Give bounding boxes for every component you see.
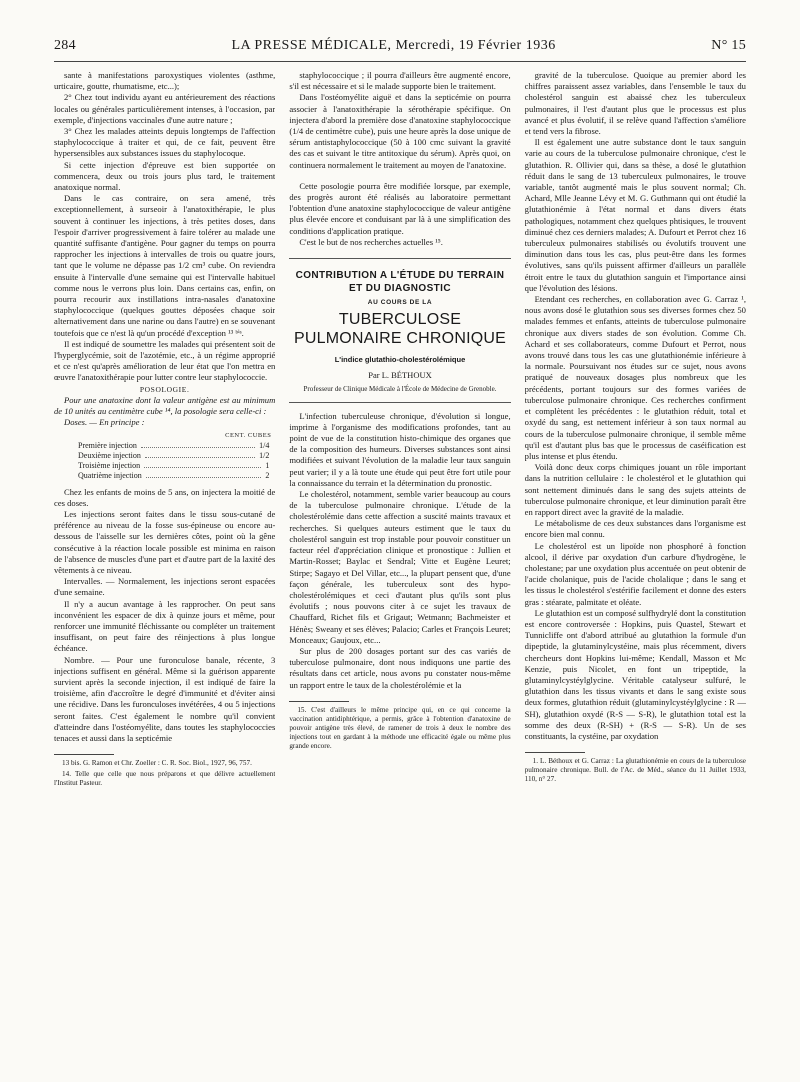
dose-table-header: CENT. CUBES <box>225 431 272 439</box>
dose-name: Quatrième injection <box>78 470 142 480</box>
paragraph: Etendant ces recherches, en collaboration avec G. Carraz ¹, nous avons dosé le glutathion sous ses diverses formes chez 50 malades femmes et enfants, atteints de tuberculose pulmonaire chronique aux divers stades de son évolution. Comme Ch. Achard et ses collaborateurs, comme Dufourt et Perrot, nous avons trouvé dans tous les cas une glutathionémie inférieure à la normale. Poursuivant nos études sur ce sujet, nous avons pratiqué de nouveaux dosages plus nombreux que les précédents, portant toujours sur des formes variées de tuberculose pulmonaire chronique. Ces recherches confirment et complètent les précédentes : le glutathion réduit, total et oxydé du sang, est nettement inférieur à son taux normal au cours de la tuberculose pulmonaire chronique, il semble même qu'il est d'autant plus bas que le processus de caséification est plus intense et plus étendu. <box>524 294 746 461</box>
footnote: 14. Telle que celle que nous préparons et que délivre actuellement l'Institut Pasteur. <box>54 770 276 788</box>
dose-value: 2 <box>265 470 270 480</box>
paragraph: Il est indiqué de soumettre les malades qui présentent soit de l'hyperglycémie, soit de l'azotémie, etc., à un régime approprié et ce n'est qu'après amélioration de leur état que l'on mettra en œuvre l'anatoxithérapie pour lutter contre leur staphylococcie. <box>54 338 276 383</box>
article-kicker: CONTRIBUTION A L'ÉTUDE DU TERRAIN ET DU DIAGNOSTIC <box>295 270 505 295</box>
running-head <box>54 38 746 62</box>
issue-date: Mercredi, 19 Février 1936 <box>395 38 556 53</box>
paragraph: Le cholestérol est un lipoïde non phosphoré à fonction alcool, il dérive par oxydation d'un carbure d'hydrogène, le cholestane; par une oxydation plus accentuée on peut obtenir de l'acide cholanique, puis de l'acide cholalique ; dans le sang et les tissus le cholestérol s'estérifie facilement et donne des esters gras : stéarate, palmitate et oléate. <box>524 540 746 607</box>
footnotes <box>289 706 510 751</box>
paragraph: Les injections seront faites dans le tissu sous-cutané de préférence au niveau de la fosse sus-épineuse ou encore au-dessous de l'aisselle sur les dernières côtes, point où la gêne consécutive à la réaction locale possible est minima en raison de l'absence de muscles d'une part et d'autre part de la laxité des vêtements à ce niveau. <box>54 508 276 575</box>
paragraph: Cette posologie pourra être modifiée lorsque, par exemple, des progrès auront été réalisés au laboratoire permettant l'obtention d'une anatoxine staphylococcique de valeur antigène plus élevée encore et conduisant par là à une simplification des conditions d'application pratique. <box>289 180 511 236</box>
paragraph: gravité de la tuberculose. Quoique au premier abord les chiffres paraissent assez variables, dans l'ensemble le taux du cholestérol sanguin est abaissé chez les tuberculeux pulmonaires, il l'est d'autant plus que le processus est plus avancé et plus évolutif, il se relève quand l'affection s'améliore et tend vers la fibrose. <box>524 70 746 137</box>
paragraph: staphylococcique ; il pourra d'ailleurs être augmenté encore, s'il est nécessaire et si le malade supporte bien le traitement. <box>289 70 511 92</box>
dose-row <box>54 471 275 481</box>
article-affiliation: Professeur de Clinique Médicale à l'École de Médecine de Grenoble. <box>303 384 497 393</box>
paragraph: Pour une anatoxine dont la valeur antigène est au minimum de 10 unités au centimètre cube ¹⁴, la posologie sera celle-ci : <box>54 394 276 417</box>
paragraph: 3° Chez les malades atteints depuis longtemps de l'affection staphylococcique à traiter et qui, de ce fait, peuvent être hypersensibles aux substances issues du staphylocoque. <box>54 126 276 159</box>
column-2 <box>289 70 510 1080</box>
paragraph: Le métabolisme de ces deux substances dans l'organisme est encore bien mal connu. <box>524 518 746 540</box>
article-header <box>289 258 510 403</box>
issue-number: N° 15 <box>711 38 746 53</box>
dose-name: Deuxième injection <box>78 450 141 460</box>
paragraph: Il est également une autre substance dont le taux sanguin varie au cours de la tuberculose pulmonaire chronique, c'est le glutathion. R. Ollivier qui, dans sa thèse, a dosé le glutathion réduit dans le sang de 13 tuberculeux pulmonaires, le trouve variable, tantôt augmenté mais le plus souvent normal; Ch. Achard, Mlle Jeanne Lévy et M. G. Guthmann qui ont étudié la glutathionémie à l'état normal et dans divers états pathologiques, notamment chez quelques phtisiques, le trouvent diminué chez ces derniers malades; A. Dufourt et Perrot chez 16 tuberculeux pulmonaires stabilisés ou évolutifs trouvent une diminution dans tous les cas, plus peut-être dans les formes évolutives, sans qu'ils puissent affirmer d'ailleurs un parallèle étroit entre le taux du glutathion sanguin et l'importance ainsi que l'évolution des lésions. <box>524 137 746 293</box>
journal-title <box>231 38 555 54</box>
dose-value: 1/4 <box>259 440 270 450</box>
dose-value: 1 <box>265 460 270 470</box>
paragraph: C'est le but de nos recherches actuelles ¹⁵. <box>299 236 443 247</box>
footnotes <box>525 757 746 784</box>
paragraph: Il n'y a aucun avantage à les rapprocher. On peut sans inconvénient les espacer de dix à quinze jours et même, pour renforcer une immunité fléchissante ou compléter un traitement insuffisant, on peut faire des réinjections à plus longue échéance. <box>54 598 276 654</box>
paragraph: L'infection tuberculeuse chronique, d'évolution si longue, imprime à l'organisme des modifications profondes, tant au point de vue de la constitution histo-chimique des organes que de la composition des humeurs. Diverses substances sont ainsi modifiées et suivant l'évolution de la maladie leur taux sanguin peut varier; il y a là toute une étude qui peut être fort utile pour la connaissance du terrain et la détermination du pronostic. <box>289 410 511 488</box>
paragraph: Le cholestérol, notamment, semble varier beaucoup au cours de la tuberculose pulmonaire chronique. L'étude de la cholestérolémie dans cette affection a suscité maints travaux et recherches. Si quelques auteurs estiment que le taux du cholestérol sanguin est trop instable pour pouvoir constituer un facteur réel d'appréciation clinique et pronostique : Jullien et Martin-Rosset; Baylac et Sendral; Vitte et Eugène Leuret; Stirpe; Sagayo et Del Villar, etc..., la plupart pensent que, d'une façon générale, les tuberculeux sont des hypo-cholestérolémiques et ceci d'autant plus qu'ils sont plus évolutifs ; nous pouvons citer à ce sujet les travaux de Chauffard, Richet fils et Grigaut; Wetmann; Bachmeister et Hénès; Sweany et ses élèves; Palacio; Carles et François Leuret; Monceaux; Gaujoux, etc... <box>289 489 511 645</box>
columns <box>54 70 746 1080</box>
paragraph: Sur plus de 200 dosages portant sur des cas variés de tuberculose pulmonaire, dont nous indiquons une partie des résultats dans cet article, nous avons pu constater nous-même un rapport entre le taux de la cholestérolémie et la <box>289 645 511 690</box>
paragraph: Dans le cas contraire, on sera amené, très exceptionnellement, à surseoir à l'anatoxithérapie, le plus souvent à continuer les injections, à très petites doses, dans l'espoir d'arriver progressivement à faire tolérer au malade une quantité suffisante d'antigène. Pour gagner du temps on pourra rapprocher les injections à intervalles de trois ou quatre jours, tant que le volume ne dépasse pas 1/2 cm³ cube. On reviendra ensuite à l'intervalle d'une semaine qui est l'intervalle habituel comme nous le verrons plus loin. Dans certains cas, enfin, on pourra recourir aux instillations intra-nasales d'anatoxine staphylococcique (quelques gouttes déposées chaque soir alternativement dans une narine ou dans l'autre) en se souvenant toutefois que ce n'est là qu'un procédé d'exception ¹³ ᵇⁱˢ. <box>54 193 276 338</box>
dose-name: Troisième injection <box>78 460 141 470</box>
dose-name: Première injection <box>78 440 137 450</box>
paragraph: 2° Chez tout individu ayant eu antérieurement des réactions locales ou générales particulièrement intenses, à l'occasion, par exemple, d'injections vaccinales d'une autre nature ; <box>54 92 276 125</box>
footnote-rule <box>289 701 349 702</box>
dose-value: 1/2 <box>259 450 270 460</box>
column-3 <box>525 70 746 1080</box>
paragraph: Dans l'ostéomyélite aiguë et dans la septicémie on pourra associer à l'anatoxithérapie la sérothérapie spécifique. On injectera d'abord la première dose d'anatoxine staphylococcique (1/4 de centimètre cube), puis une heure après la dose unique de sérum antistaphylococcique (50 à 100 cmc suivant la gravité des cas et suivant le titre antitoxique du sérum). Après quoi, on continuera normalement le traitement au moyen de l'anatoxine. <box>289 92 511 170</box>
footnote-rule <box>54 754 114 755</box>
article-author: Par L. BÉTHOUX <box>368 370 432 381</box>
paragraph: Nombre. — Pour une furonculose banale, récente, 3 injections suffisent en général. Même si la guérison apparente survient après la seconde injection, il est indiqué de faire la troisième, afin d'accroître le degré d'immunité et d'éviter ainsi une récidive. Dans les furonculoses invétérées, 4 ou 5 injections seront faites. C'est également le nombre qu'il convient d'atteindre dans l'ostéomyélite, dans toutes les staphylococcies tenaces et aussi dans la septicémie <box>54 654 276 743</box>
footnote: 15. C'est d'ailleurs le même principe qui, en ce qui concerne la vaccination antidiphtérique, a permis, grâce à l'obtention d'anatoxine de pouvoir antigène très élevé, de ramener de trois à deux le nombre des injections tout en gardant à la méthode une efficacité égale ou même plus grande encore. <box>289 705 511 750</box>
dose-row <box>54 451 275 461</box>
footnote: 13 bis. G. Ramon et Chr. Zoeller : C. R. Soc. Biol., 1927, 96, 757. <box>62 759 252 768</box>
paragraph: Si cette injection d'épreuve est bien supportée on commencera, deux ou trois jours plus tard, le traitement anatoxique normal. <box>54 159 276 193</box>
article-title: TUBERCULOSE PULMONAIRE CHRONIQUE <box>293 311 506 348</box>
section-heading-posologie: POSOLOGIE. <box>139 384 190 394</box>
paragraph: Chez les enfants de moins de 5 ans, on injectera la moitié de ces doses. <box>54 486 276 508</box>
footnote: 1. L. Béthoux et G. Carraz : La glutathionémie en cours de la tuberculose pulmonaire chronique. Bull. de l'Ac. de Méd., séance du 11 Juillet 1933, 110, n° 27. <box>524 757 746 784</box>
doses-label: Doses. — En principe : <box>64 417 145 428</box>
paragraph: Voilà donc deux corps chimiques jouant un rôle important dans la nutrition cellulaire : le cholestérol et le glutathion qui sont nettement diminués dans le sang des sujets atteints de tuberculose pulmonaire chronique, et leur diminution paraît être en rapport direct avec la gravité de la maladie. <box>524 462 746 517</box>
paragraph: sante à manifestations paroxystiques violentes (asthme, urticaire, goutte, rhumatisme, etc...); <box>54 70 276 92</box>
paragraph: Le glutathion est un composé sulfhydrylé dont la constitution est encore controversée : Hopkins, puis Quastel, Stewart et Tunnicliffe ont d'abord attribué au glutathion la formule d'un dipeptide, la glutaminylcystéine, mais plus récemment, divers chercheurs dont Hopkins lui-même; Kendall, Masson et Mc Kenzie, puis Nicolet, en font un tripeptide, la glutaminylcystéylglycine. Véritable catalyseur sulfuré, le glutathion dans les tissus vivants et dans le sang existe sous deux formes, glutathion réduit (glutaminylcystéylglycine : R — SH), glutathion oxydé (R-S — S-R), le glutathion total est la somme des deux (R-SH) + (R-S — S-R). Un de ses constituants, la cystéine, par oxydation <box>524 607 746 741</box>
paragraph: Intervalles. — Normalement, les injections seront espacées d'une semaine. <box>54 576 276 598</box>
page-number: 284 <box>54 38 76 53</box>
journal-name: LA PRESSE MÉDICALE, <box>231 38 392 53</box>
dose-row <box>54 461 275 471</box>
column-1 <box>54 70 275 1080</box>
footnote-rule <box>525 752 585 753</box>
dose-row <box>54 441 275 451</box>
dose-table <box>54 431 275 481</box>
footnotes <box>54 759 275 788</box>
article-subtitle: L'indice glutathio-cholestérolémique <box>334 355 466 365</box>
article-small-line: AU COURS DE LA <box>367 299 433 307</box>
